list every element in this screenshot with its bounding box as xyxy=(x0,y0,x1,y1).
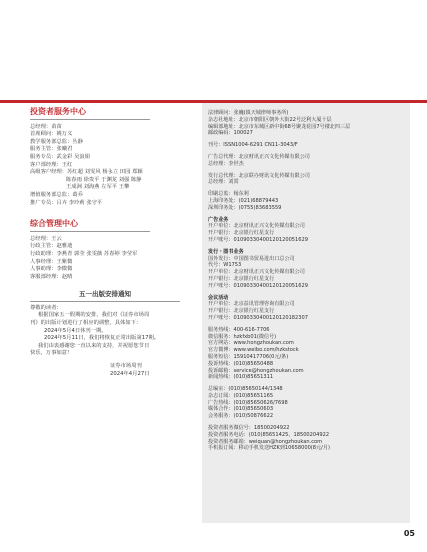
staff-row: 客户部经理：王红 xyxy=(30,161,73,168)
staff-row: 首席顾问：姚万义 xyxy=(30,131,73,138)
staff-row-continued: 陈春雨 徐贵平 于渊龙 刘强 陈静 xyxy=(66,176,142,183)
section-rule xyxy=(30,231,150,232)
page-number: 05 xyxy=(403,529,415,538)
info-line: 微信服务：hzkfxb01(微信号) xyxy=(208,333,277,340)
info-line: 官方微博：www.weibo.com/hzkstock xyxy=(208,347,299,354)
info-line: 广告热线：(010)85650626/7698 xyxy=(208,399,288,406)
notice-line: 我们由衷感谢您一直以来的支持，并祝愿您节日 xyxy=(38,342,150,349)
info-line: 开户账号：01090330400120120182307 xyxy=(208,314,309,321)
info-line: 开户银行：北京银行红星支行 xyxy=(208,275,275,282)
info-line: 开户单位：北京财讯正兴文化传媒有限公司 xyxy=(208,223,305,230)
info-line: 刊号：ISSN1004-6291 CN11-3043/F xyxy=(208,142,298,149)
notice-title: 五一出版安排通知 xyxy=(79,290,131,299)
info-line: 开户单位：北京益讯管理咨询有限公司 xyxy=(208,301,295,308)
info-line: 总经理：李世杰 xyxy=(208,160,244,167)
info-line: 法律顾问：张巍(镇天城律师事务所) xyxy=(208,110,289,116)
info-line: 开户账号：01090330400120120051629 xyxy=(208,282,309,289)
info-line: 投资者服务邮箱：weiquan@hongzhoukan.com xyxy=(208,438,323,445)
info-line: 媒体合作：(010)85650603 xyxy=(208,406,274,413)
staff-row: 推广专员：吕卉 李玲莉 张守平 xyxy=(30,199,103,206)
info-line: 手机报订阅：移动手机发送HZK到10658000(8元/月) xyxy=(208,445,330,452)
info-line: 总编室：(010)85650144/1348 xyxy=(208,386,283,393)
distribution-heading: 发行・图书业务 xyxy=(208,248,244,255)
section-rule xyxy=(30,119,150,120)
info-line: 投资者服务微信号：18500204922 xyxy=(208,425,290,432)
notice-line: 快乐，万事如意！ xyxy=(30,350,73,357)
info-line: 邮政编码：100027 xyxy=(208,130,253,137)
staff-row: 人事助理：李微微 xyxy=(30,266,73,273)
notice-rule xyxy=(30,301,180,302)
left-column xyxy=(30,108,190,378)
notice-line: 2024年5月4日休刊一期。 xyxy=(44,327,107,334)
staff-row: 增值服务部总监：葛乔 xyxy=(30,191,83,198)
staff-row-continued: 王成洲 刘海燕 左军平 王攀 xyxy=(66,184,130,191)
top-blank-area xyxy=(0,0,427,100)
info-line: 新闻热线：(010)85651311 xyxy=(208,374,274,381)
ads-heading: 广告业务 xyxy=(208,216,229,223)
info-line: 总经理：刘霄 xyxy=(208,179,239,186)
info-line: 广告总代理：北京财讯正兴文化传媒有限公司 xyxy=(208,153,310,160)
staff-row: 客服部经理：赵晴 xyxy=(30,273,73,280)
staff-row: 行政主管：赵雅迪 xyxy=(30,243,73,250)
info-line: 会务服务：(010)50876622 xyxy=(208,413,274,420)
info-line: 官方网站：www.hongzhoukan.com xyxy=(208,340,294,347)
notice-line: 尊敬的读者： xyxy=(30,304,62,311)
info-line: 开户银行：北京银行红星支行 xyxy=(208,308,275,315)
notice-date: 2024年4月27日 xyxy=(110,370,150,377)
info-line: 开户单位：北京财讯正兴文化传媒有限公司 xyxy=(208,269,305,276)
staff-row: 人事经理：王紫微 xyxy=(30,258,73,265)
info-line: 投资者服务电话：(010)85651425、18500204922 xyxy=(208,431,330,438)
notice-line: 2024年5月11日，我们将恢复正常出版第17期。 xyxy=(44,335,160,342)
staff-row: 教学服务部总监：丛静 xyxy=(30,138,83,145)
info-line: 服务热线：400-616-7706 xyxy=(208,326,270,333)
notice-line: 刊》的出版计划进行了相应的调整，具体如下： xyxy=(30,320,142,327)
info-line: 代号：W1753 xyxy=(208,262,242,269)
info-line: 杂志社地址：北京市朝阳区朝外大街22号泛利大厦十层 xyxy=(208,116,332,123)
meeting-heading: 会议活动 xyxy=(208,294,229,301)
info-panel xyxy=(202,103,410,523)
info-line: 编辑部地址：北京市东城区新中街68号聚龙花园7号楼北四三层 xyxy=(208,123,351,130)
info-line: 开户账号：01090330400120120051629 xyxy=(208,236,309,243)
staff-row: 总经理：王云 xyxy=(30,235,62,242)
info-line: 杂志订阅：(010)85651165 xyxy=(208,392,274,399)
staff-row: 行政助理：李燕青 郭莹 张雯薇 苏春婷 李莹军 xyxy=(30,250,138,257)
info-line: 发行总代理：北京联办财讯文化传媒有限公司 xyxy=(208,172,310,179)
info-line: 开户银行：北京银行红星支行 xyxy=(208,230,275,237)
info-line: 投诉邮箱：service@hongzhoukan.com xyxy=(208,367,304,374)
staff-row: 服务主管：张曦君 xyxy=(30,146,73,153)
info-line: 印刷总监：杨东利 xyxy=(208,191,249,198)
info-line: 国外发行：中国图书贸易进出口总公司 xyxy=(208,255,295,262)
staff-row: 服务专员：武金彩 吴浪娟 xyxy=(30,153,90,160)
info-line: 服务短信：15910417706(0元/条) xyxy=(208,353,289,360)
notice-line: 根据国家五一假期的安排，我们对《证券市场周 xyxy=(38,312,150,319)
info-line: 上海印务处：(021)68879443 xyxy=(208,197,279,204)
info-line: 投诉热线：(010)85650488 xyxy=(208,360,274,367)
publication-notice xyxy=(30,291,190,378)
staff-row: 总经理：苗苗 xyxy=(30,123,62,130)
notice-signature: 证券市场周刊 xyxy=(110,363,142,370)
info-line: 深圳印务处：(0755)83683559 xyxy=(208,204,282,211)
staff-row: 高级客户经理：苏红超 刘雯风 杨永立 田园 郑颖 xyxy=(30,169,143,176)
investor-center-title: 投资者服务中心 xyxy=(30,107,86,116)
admin-center-title: 综合管理中心 xyxy=(30,219,78,229)
